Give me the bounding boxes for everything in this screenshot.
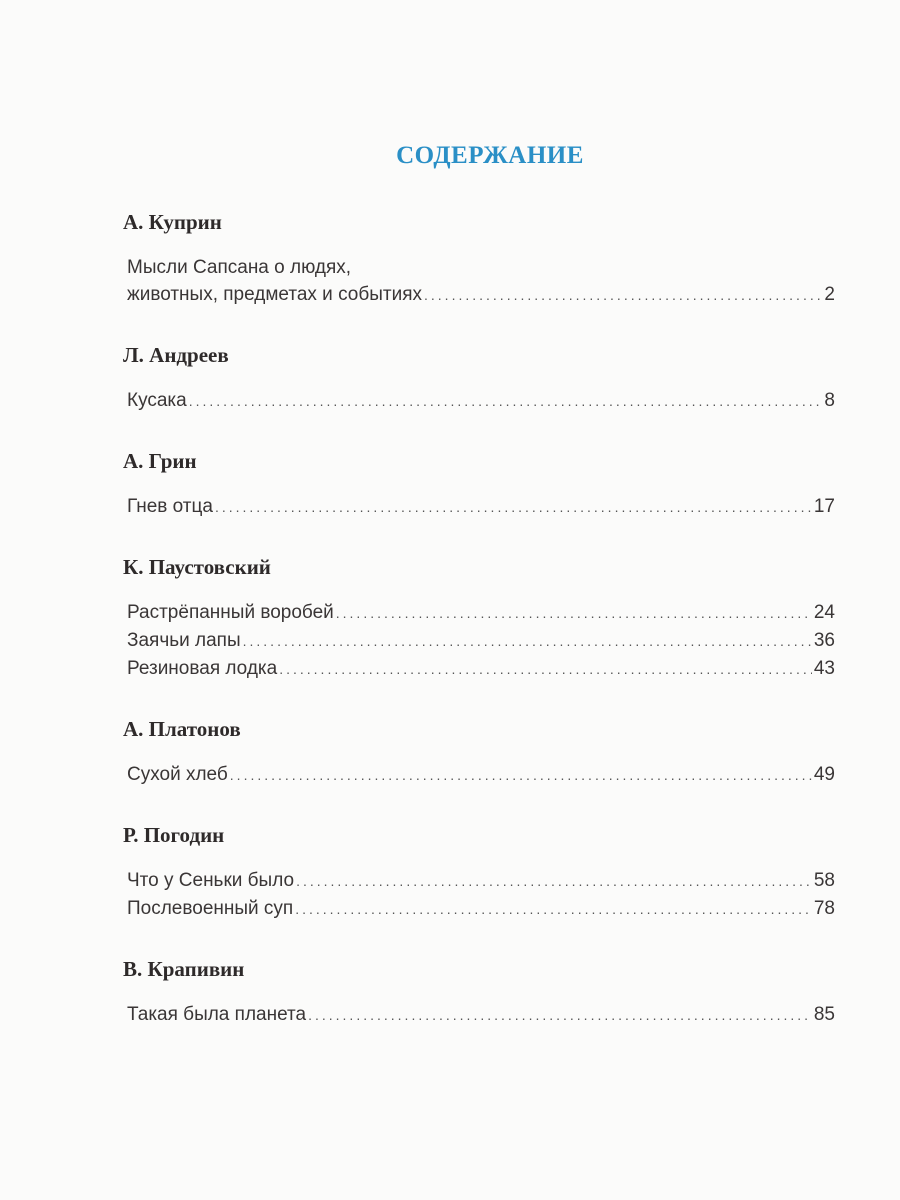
- dot-leader: [336, 600, 812, 627]
- author-heading: А. Платонов: [123, 717, 241, 741]
- entry-page: 49: [813, 764, 835, 785]
- toc-entry[interactable]: [123, 493, 835, 521]
- toc-section: [123, 713, 835, 789]
- entry-title: животных, предметах и событиях: [127, 284, 423, 305]
- author-heading: К. Паустовский: [123, 555, 271, 579]
- toc-entry[interactable]: [123, 761, 835, 789]
- author-heading: Л. Андреев: [123, 343, 229, 367]
- dot-leader: [424, 282, 822, 309]
- dot-leader: [230, 762, 812, 789]
- page-title: СОДЕРЖАНИЕ: [396, 142, 584, 169]
- dot-leader: [296, 868, 812, 895]
- dot-leader: [243, 628, 812, 655]
- entry-page: 24: [813, 602, 835, 623]
- entry-page: 8: [824, 390, 835, 411]
- entry-page: 85: [813, 1004, 835, 1025]
- entry-title: Гнев отца: [127, 496, 213, 517]
- entry-title: Резиновая лодка: [127, 658, 278, 679]
- toc-entry[interactable]: [123, 599, 835, 627]
- toc-section: [123, 819, 835, 923]
- entry-title: Послевоенный суп: [127, 898, 294, 919]
- entry-page: 36: [813, 630, 835, 651]
- toc-section: [123, 953, 835, 1029]
- author-heading: В. Крапивин: [123, 957, 245, 981]
- author-heading: Р. Погодин: [123, 823, 225, 847]
- entry-title: Растрёпанный воробей: [127, 602, 334, 623]
- entry-page: 78: [813, 898, 835, 919]
- author-heading: А. Грин: [123, 449, 197, 473]
- entry-title: Такая была планета: [127, 1004, 307, 1025]
- toc-entry[interactable]: [123, 281, 835, 309]
- table-of-contents: [123, 206, 835, 1059]
- entry-title: Кусака: [127, 390, 187, 411]
- dot-leader: [295, 896, 812, 923]
- entry-page: 17: [813, 496, 835, 517]
- toc-entry[interactable]: [123, 627, 835, 655]
- toc-entry[interactable]: [123, 655, 835, 683]
- dot-leader: [215, 494, 812, 521]
- entry-page: 2: [824, 284, 835, 305]
- dot-leader: [189, 388, 823, 415]
- toc-entry[interactable]: [123, 867, 835, 895]
- toc-entry[interactable]: [123, 1001, 835, 1029]
- entry-title: Что у Сеньки было: [127, 870, 295, 891]
- entry-title: Заячьи лапы: [127, 630, 241, 651]
- toc-section: [123, 206, 835, 309]
- toc-entry[interactable]: [123, 895, 835, 923]
- entry-title: Сухой хлеб: [127, 764, 228, 785]
- dot-leader: [279, 656, 812, 683]
- entry-title-line: Мысли Сапсана о людях,: [127, 257, 352, 278]
- entry-page: 58: [813, 870, 835, 891]
- toc-section: [123, 445, 835, 521]
- dot-leader: [308, 1002, 812, 1029]
- toc-section: [123, 339, 835, 415]
- entry-page: 43: [813, 658, 835, 679]
- toc-section: [123, 551, 835, 683]
- author-heading: А. Куприн: [123, 210, 222, 234]
- toc-entry[interactable]: [123, 387, 835, 415]
